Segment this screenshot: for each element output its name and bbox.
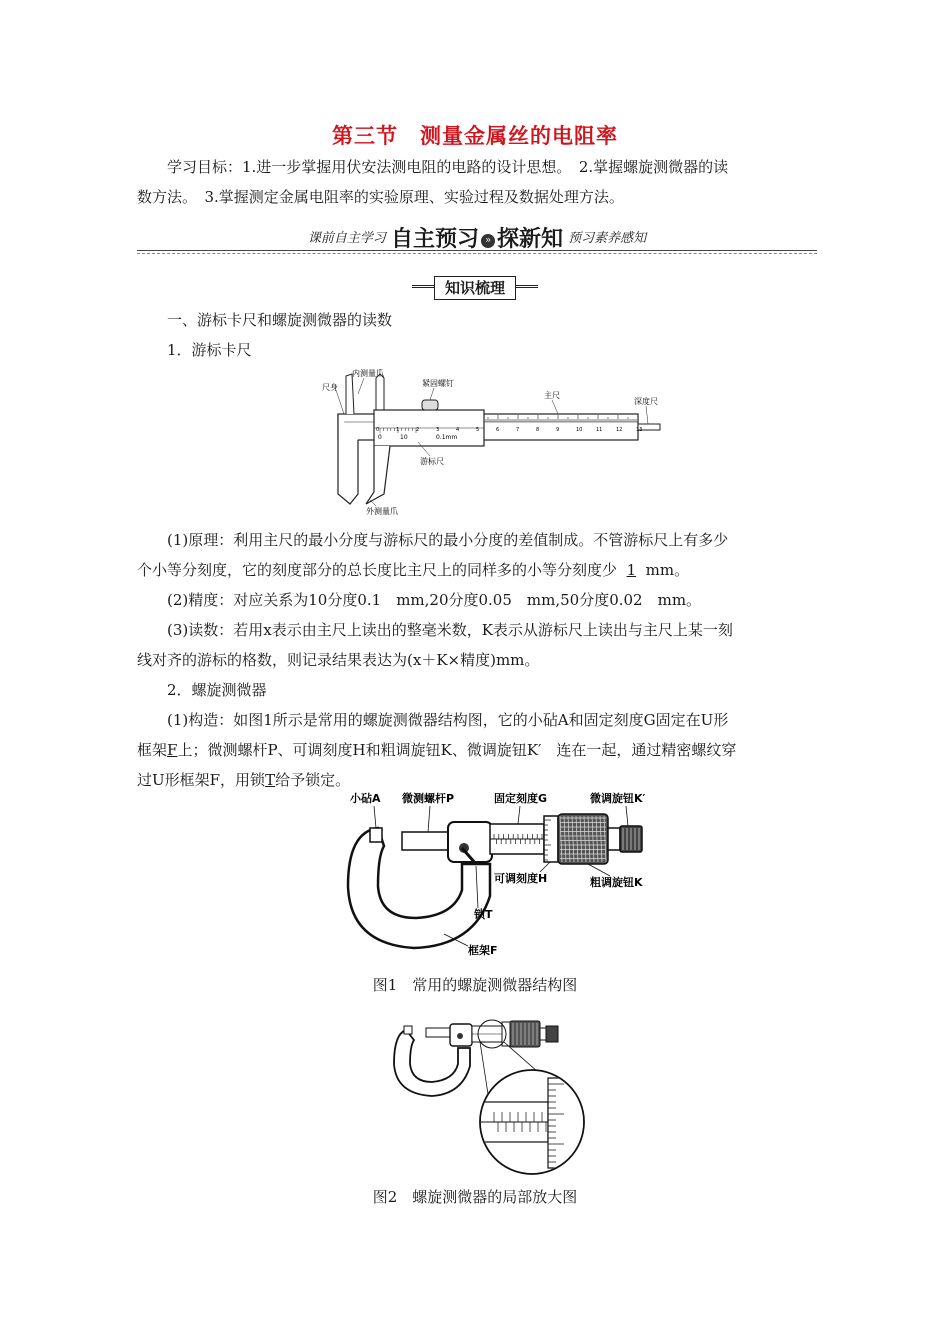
reading-line2: 线对齐的游标的格数，则记录结果表达为(x＋K×精度)mm。 [137, 651, 540, 669]
banner-divider [137, 250, 817, 251]
heading-readings: 一、游标卡尺和螺旋测微器的读数 [167, 311, 393, 329]
caliper-scale-number: 10 [576, 427, 583, 433]
structure-line1: (1)构造：如图1所示是常用的螺旋测微器结构图，它的小砧A和固定刻度G固定在U形 [167, 711, 729, 729]
section-banner [137, 222, 817, 252]
mic-label-thimble: 可调刻度H [494, 872, 548, 885]
caliper-vernier-ten: 10 [400, 434, 408, 441]
vernier-caliper-figure [318, 364, 668, 516]
micrometer-figure [344, 786, 664, 964]
caliper-label-vernier: 游标尺 [420, 457, 444, 466]
caliper-label-inner-jaw: 内测量爪 [352, 369, 384, 378]
principle-blank-value: 1 [626, 561, 637, 579]
mic-label-spindle: 微测螺杆P [402, 792, 455, 805]
chevron-right-icon: » [481, 234, 495, 248]
section-tag [0, 276, 950, 300]
banner-right-text: 预习素养感知 [568, 231, 647, 246]
mic-label-ratchet: 微调旋钮K′ [590, 792, 646, 805]
subheading-micrometer: 2．螺旋测微器 [167, 681, 267, 699]
caliper-scale-number: 8 [536, 427, 540, 433]
precision-line: (2)精度：对应关系为10分度0.1 mm,20分度0.05 mm,50分度0.02 mm。 [167, 591, 702, 609]
banner-main-text-1: 自主预习 [390, 227, 479, 252]
caliper-vernier-zero: 0 [378, 434, 382, 441]
caliper-scale-number: 4 [456, 427, 460, 433]
caliper-scale-number: 2 [416, 427, 420, 433]
structure-line2: 框架F上；微测螺杆P、可调刻度H和粗调旋钮K、微调旋钮K′ 连在一起，通过精密螺纹穿 [137, 741, 737, 759]
figure1-caption: 图1 常用的螺旋测微器结构图 [372, 976, 578, 994]
caliper-scale-number: 13 [636, 427, 643, 433]
caliper-scale-number: 9 [556, 427, 560, 433]
mic-label-lock: 锁T [474, 908, 493, 921]
caliper-scale-number: 1 [396, 427, 400, 433]
principle-line1: (1)原理：利用主尺的最小分度与游标尺的最小分度的差值制成。不管游标尺上有多少 [167, 531, 729, 549]
caliper-scale-number: 11 [596, 427, 603, 433]
caliper-scale-number: 12 [616, 427, 623, 433]
subheading-caliper: 1．游标卡尺 [167, 341, 252, 359]
caliper-scale-number: 0 [376, 427, 380, 433]
caliper-label-depth-rod: 深度尺 [634, 397, 658, 406]
section-tag-label: 知识梳理 [434, 276, 516, 300]
learning-goals-line2: 数方法。 3.掌握测定金属电阻率的实验原理、实验过程及数据处理方法。 [137, 188, 624, 206]
caliper-label-screw: 紧固螺钉 [422, 379, 454, 388]
mic-label-knob: 粗调旋钮K [590, 876, 643, 889]
banner-divider-dashed [137, 253, 817, 254]
mic-label-frame: 框架F [468, 944, 498, 957]
caliper-label-body: 尺身 [322, 383, 338, 392]
reading-line1: (3)读数：若用x表示由主尺上读出的整毫米数，K表示从游标尺上读出与主尺上某一刻 [167, 621, 733, 639]
mic-label-anvil: 小砧A [350, 792, 381, 805]
caliper-scale-number: 3 [436, 427, 440, 433]
banner-left-text: 课前自主学习 [307, 231, 386, 246]
learning-goals-line1: 学习目标：1.进一步掌握用伏安法测电阻的电路的设计思想。 2.掌握螺旋测微器的读 [167, 158, 729, 176]
principle-line2: 个小等分刻度，它的刻度部分的总长度比主尺上的同样多的小等分刻度少 1 mm。 [137, 561, 690, 579]
caliper-label-outer-jaw: 外测量爪 [366, 507, 398, 516]
caliper-label-main-scale: 主尺 [544, 391, 560, 400]
banner-main-text-2: 探新知 [497, 227, 564, 252]
page-title: 第三节 测量金属丝的电阻率 [332, 124, 618, 148]
mic-label-sleeve: 固定刻度G [494, 792, 548, 805]
caliper-scale-number: 6 [496, 427, 500, 433]
caliper-vernier-precision: 0.1mm [436, 434, 458, 441]
structure-line3: 过U形框架F，用锁T给予锁定。 [137, 771, 351, 789]
caliper-scale-number: 5 [476, 427, 480, 433]
micrometer-zoom-figure [392, 1018, 588, 1176]
figure2-caption: 图2 螺旋测微器的局部放大图 [372, 1188, 578, 1206]
caliper-scale-number: 7 [516, 427, 520, 433]
